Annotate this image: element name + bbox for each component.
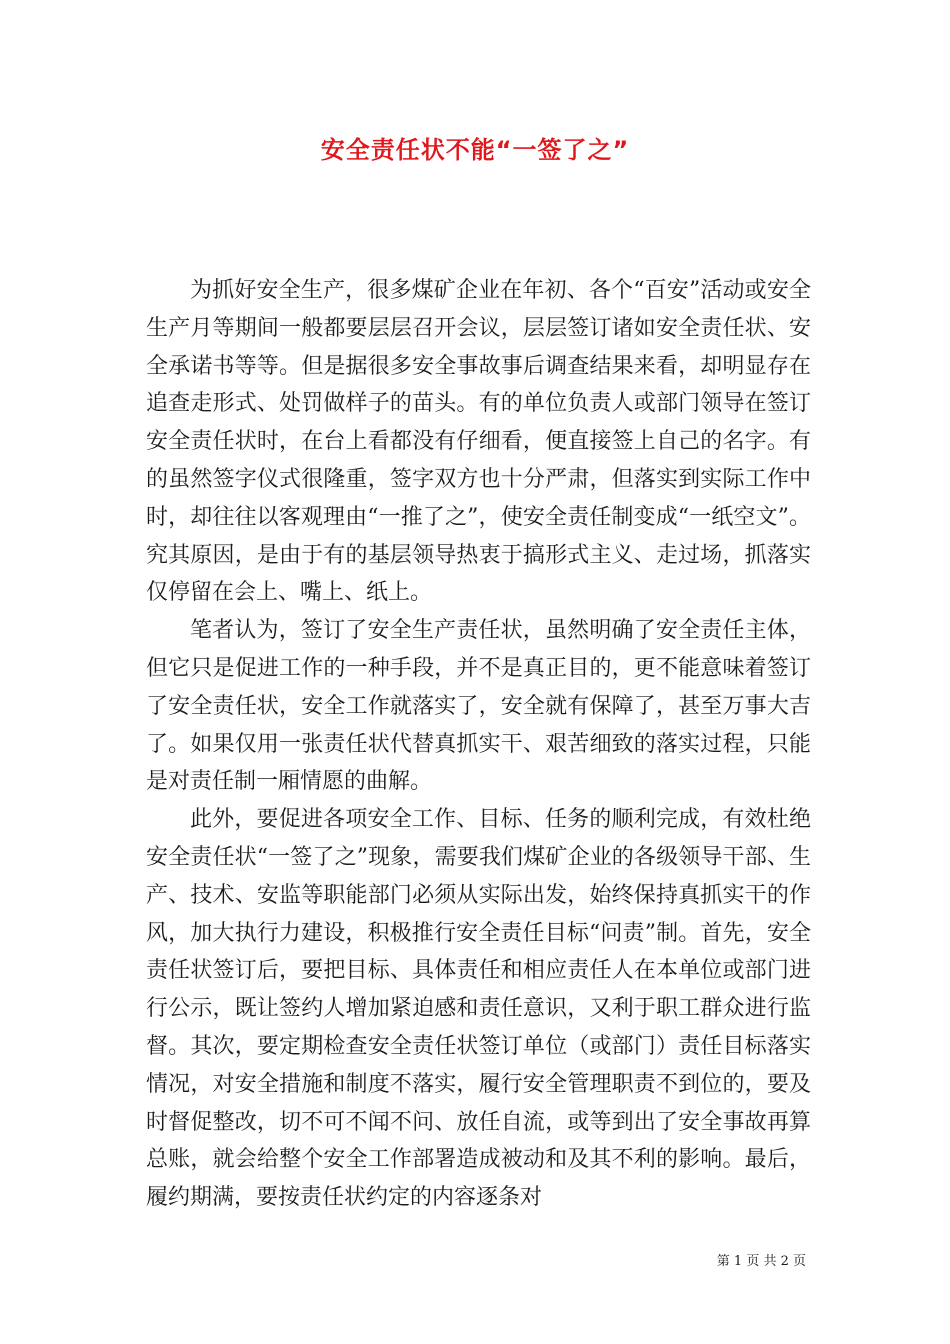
paragraph-3: 此外，要促进各项安全工作、目标、任务的顺利完成，有效杜绝安全责任状“一签了之”现象，需要我们煤矿企业的各级领导干部、生产、技术、安监等职能部门必须从实际出发，始终保持真抓实干的作风，加大执行力建设，积极推行安全责任目标“问责”制。首先，安全责任状签订后，要把目标、具体责任和相应责任人在本单位或部门进行公示，既让签约人增加紧迫感和责任意识，又利于职工群众进行监督。其次，要定期检查安全责任状签订单位（或部门）责任目标落实情况，对安全措施和制度不落实，履行安全管理职责不到位的，要及时督促整改，切不可不闻不问、放任自流，或等到出了安全事故再算总账，就会给整个安全工作部署造成被动和及其不利的影响。最后，履约期满，要按责任状约定的内容逐条对 (146, 807, 811, 1211)
document-body (146, 272, 811, 1217)
page-number-footer: 第 1 页 共 2 页 (716, 1254, 806, 1269)
document-title: 安全责任状不能“一签了之” (320, 136, 630, 164)
paragraph-1: 为抓好安全生产，很多煤矿企业在年初、各个“百安”活动或安全生产月等期间一般都要层层召开会议，层层签订诸如安全责任状、安全承诺书等等。但是据很多安全事故事后调查结果来看，却明显存在追查走形式、处罚做样子的苗头。有的单位负责人或部门领导在签订安全责任状时，在台上看都没有仔细看，便直接签上自己的名字。有的虽然签字仪式很隆重，签字双方也十分严肃，但落实到实际工作中时，却往往以客观理由“一推了之”，使安全责任制变成“一纸空文”。究其原因，是由于有的基层领导热衷于搞形式主义、走过场，抓落实仅停留在会上、嘴上、纸上。 (146, 278, 811, 606)
paragraph-2: 笔者认为，签订了安全生产责任状，虽然明确了安全责任主体，但它只是促进工作的一种手段，并不是真正目的，更不能意味着签订了安全责任状，安全工作就落实了，安全就有保障了，甚至万事大吉了。如果仅用一张责任状代替真抓实干、艰苦细致的落实过程，只能是对责任制一厢情愿的曲解。 (146, 618, 811, 795)
